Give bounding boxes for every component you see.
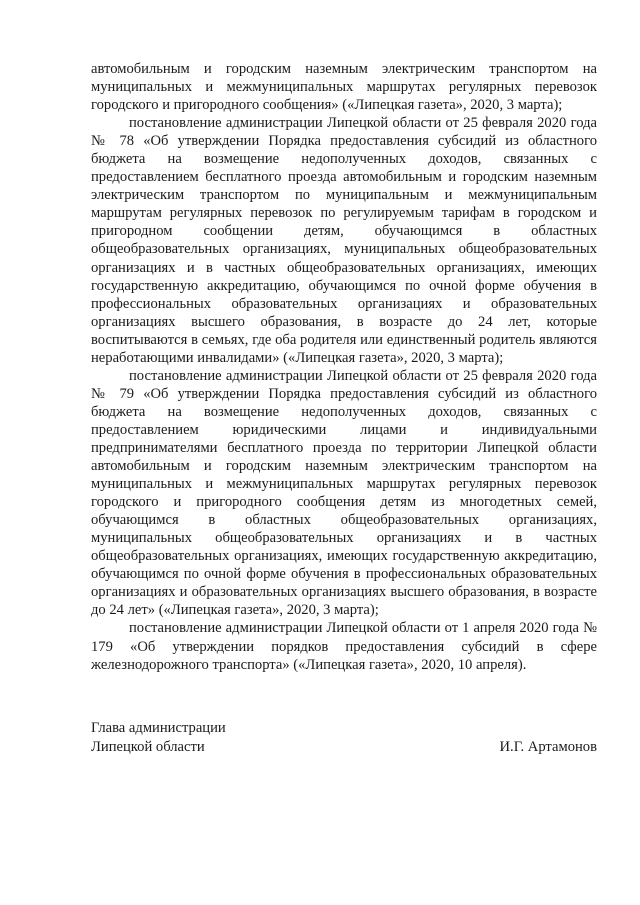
signature-block [91, 719, 597, 757]
signatory-title-line2: Липецкой области [91, 739, 205, 755]
document-body [91, 60, 597, 674]
signatory-title-line1: Глава администрации [91, 720, 226, 736]
signature-row [91, 738, 597, 757]
paragraph-resolution-79: постановление администрации Липецкой области от 25 февраля 2020 года № 79 «Об утверждении Порядка предоставления субсидий из областного бюджета на возмещение недополученных доходов, связанных с предоставлением юридическими лицами и индивидуальными предпринимателями бесплатного проезда по территории Липецкой области автомобильным и городским наземным электрическим транспортом на муниципальных и межмуниципальных маршрутах регулярных перевозок городского и пригородного сообщения детям из многодетных семей, обучающимся в областных общеобразовательных организациях, муниципальных общеобразовательных организациях и в частных общеобразовательных организациях, имеющих государственную аккредитацию, обучающимся по очной форме обучения в профессиональных образовательных организациях и образовательных организациях высшего образования, в возрасте до 24 лет» («Липецкая газета», 2020, 3 марта); [91, 367, 597, 619]
paragraph-resolution-78: постановление администрации Липецкой области от 25 февраля 2020 года № 78 «Об утверждении Порядка предоставления субсидий из областного бюджета на возмещение недополученных доходов, связанных с предоставлением бесплатного проезда автомобильным и городским наземным электрическим транспортом по муниципальным и межмуниципальным маршрутам регулярных перевозок по регулируемым тарифам в городском и пригородном сообщении детям, обучающимся в областных общеобразовательных организациях, муниципальных общеобразовательных организациях и в частных общеобразовательных организациях, имеющих государственную аккредитацию, обучающимся по очной форме обучения в профессиональных образовательных организациях и образовательных организациях высшего образования, в возрасте до 24 лет, которые воспитываются в семьях, где оба родителя или единственный родитель являются неработающими инвалидами» («Липецкая газета», 2020, 3 марта); [91, 115, 597, 366]
paragraph-continuation: автомобильным и городским наземным электрическим транспортом на муниципальных и межмуниципальных маршрутах регулярных перевозок городского и пригородного сообщения» («Липецкая газета», 2020, 3 марта); [91, 61, 597, 114]
signatory-name: И.Г. Артамонов [499, 739, 597, 755]
paragraph-resolution-179: постановление администрации Липецкой области от 1 апреля 2020 года № 179 «Об утверждении порядков предоставления субсидий в сфере железнодорожного транспорта» («Липецкая газета», 2020, 10 апреля). [91, 620, 597, 673]
